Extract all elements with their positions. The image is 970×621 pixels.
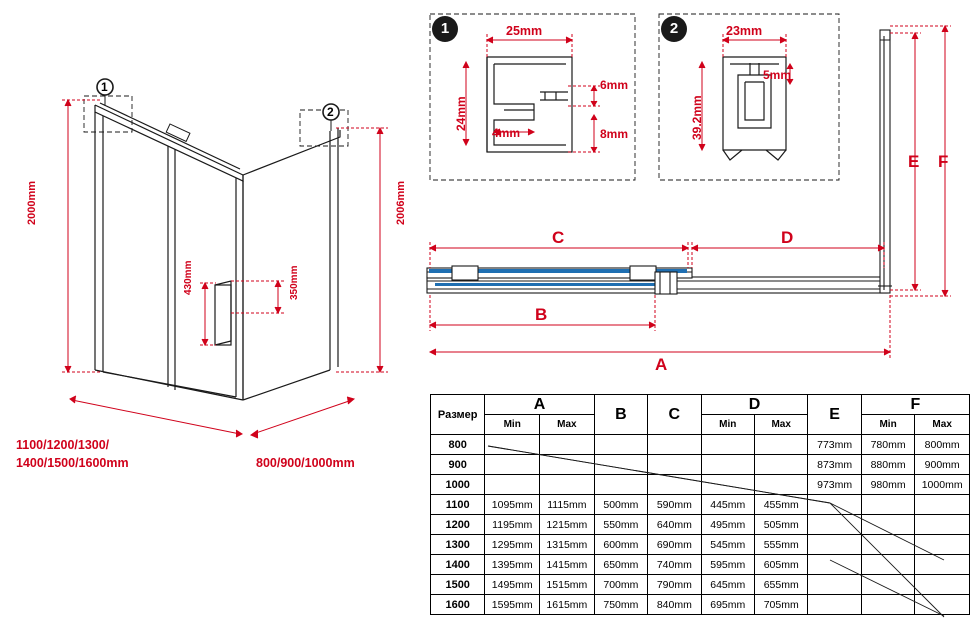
row-b: 600mm	[594, 535, 647, 555]
dim-handle-430: 430mm	[183, 260, 194, 295]
detail-2-badge: 2	[661, 16, 687, 42]
row-a-max: 1515mm	[540, 575, 595, 595]
detail-1-dim-top: 25mm	[506, 24, 543, 38]
row-e	[808, 535, 861, 555]
detail-2-dimensions	[699, 34, 793, 150]
table-sub-f-min: Min	[861, 415, 914, 435]
row-d-max	[754, 455, 807, 475]
row-d-max: 605mm	[754, 555, 807, 575]
row-d-min: 545mm	[701, 535, 754, 555]
table-row	[431, 555, 970, 575]
row-size: 800	[431, 435, 485, 455]
detail-1-dim-right-bottom: 8mm	[600, 127, 629, 141]
row-e	[808, 555, 861, 575]
row-a-min	[485, 475, 540, 495]
row-e: 973mm	[808, 475, 861, 495]
row-f-max: 900mm	[915, 455, 970, 475]
table-corner-header: Размер	[431, 395, 485, 435]
row-b: 500mm	[594, 495, 647, 515]
detail-2-frame	[659, 14, 839, 180]
detail-1-dim-right-top: 6mm	[600, 78, 629, 92]
enclosure-isometric	[95, 103, 340, 400]
row-f-min	[861, 595, 914, 615]
detail-1-dimensions	[463, 34, 600, 152]
plan-label-c: C	[552, 228, 565, 247]
row-d-min: 695mm	[701, 595, 754, 615]
dim-depth: 800/900/1000mm	[256, 456, 355, 470]
row-d-min: 495mm	[701, 515, 754, 535]
row-f-max	[915, 515, 970, 535]
table-group-e: E	[808, 395, 861, 435]
row-d-min	[701, 435, 754, 455]
row-c	[648, 455, 701, 475]
row-a-min	[485, 455, 540, 475]
table-sub-d-min: Min	[701, 415, 754, 435]
row-b: 650mm	[594, 555, 647, 575]
row-a-min: 1295mm	[485, 535, 540, 555]
row-size: 1500	[431, 575, 485, 595]
plan-label-b: B	[535, 305, 548, 324]
row-size: 1600	[431, 595, 485, 615]
table-row	[431, 455, 970, 475]
dimension-lines-main	[62, 100, 388, 438]
plan-label-a: A	[655, 355, 668, 374]
size-table	[430, 394, 970, 615]
table-group-d: D	[701, 395, 808, 415]
row-b	[594, 475, 647, 495]
row-a-max	[540, 455, 595, 475]
row-c	[648, 475, 701, 495]
row-e	[808, 495, 861, 515]
row-b	[594, 435, 647, 455]
dim-width-line2: 1400/1500/1600mm	[16, 456, 129, 470]
dim-height-left: 2000mm	[26, 180, 38, 225]
detail-2-dim-inner: 5mm	[763, 68, 792, 82]
row-f-min	[861, 575, 914, 595]
row-c	[648, 435, 701, 455]
plan-view	[427, 30, 892, 294]
row-c: 590mm	[648, 495, 701, 515]
row-c: 640mm	[648, 515, 701, 535]
plan-label-d: D	[781, 228, 794, 247]
row-d-min	[701, 455, 754, 475]
row-d-max	[754, 475, 807, 495]
table-group-f: F	[861, 395, 969, 415]
row-a-min: 1495mm	[485, 575, 540, 595]
row-d-max: 555mm	[754, 535, 807, 555]
row-e	[808, 595, 861, 615]
detail-2-dim-left: 39.2mm	[690, 95, 704, 140]
row-size: 900	[431, 455, 485, 475]
plan-dimensions	[430, 26, 951, 358]
row-f-min: 980mm	[861, 475, 914, 495]
row-d-max: 655mm	[754, 575, 807, 595]
row-c: 740mm	[648, 555, 701, 575]
row-d-min: 595mm	[701, 555, 754, 575]
table-sub-a-max: Max	[540, 415, 595, 435]
table-row	[431, 495, 970, 515]
row-a-min: 1395mm	[485, 555, 540, 575]
dim-width-line1: 1100/1200/1300/	[16, 438, 110, 452]
row-a-max: 1415mm	[540, 555, 595, 575]
table-row	[431, 575, 970, 595]
row-e: 873mm	[808, 455, 861, 475]
detail-2-dim-top: 23mm	[726, 24, 763, 38]
row-size: 1400	[431, 555, 485, 575]
table-row	[431, 475, 970, 495]
dim-handle-350: 350mm	[289, 265, 300, 300]
table-sub-d-max: Max	[754, 415, 807, 435]
dim-height-right: 2006mm	[395, 180, 407, 225]
row-size: 1100	[431, 495, 485, 515]
row-a-min: 1095mm	[485, 495, 540, 515]
row-f-max	[915, 595, 970, 615]
row-d-min: 445mm	[701, 495, 754, 515]
row-e: 773mm	[808, 435, 861, 455]
row-size: 1000	[431, 475, 485, 495]
row-a-max: 1315mm	[540, 535, 595, 555]
table-row	[431, 535, 970, 555]
row-f-min	[861, 495, 914, 515]
detail-1-dim-left: 24mm	[454, 96, 468, 131]
detail-1-dim-inner: 4mm	[492, 126, 521, 140]
row-d-max: 705mm	[754, 595, 807, 615]
table-row	[431, 595, 970, 615]
row-d-max: 505mm	[754, 515, 807, 535]
table-row	[431, 435, 970, 455]
row-b: 550mm	[594, 515, 647, 535]
row-c: 790mm	[648, 575, 701, 595]
row-f-max: 1000mm	[915, 475, 970, 495]
table-row	[431, 515, 970, 535]
row-f-min: 780mm	[861, 435, 914, 455]
row-f-min	[861, 535, 914, 555]
row-a-min: 1595mm	[485, 595, 540, 615]
table-group-a: A	[485, 395, 594, 415]
row-size: 1300	[431, 535, 485, 555]
row-a-max: 1215mm	[540, 515, 595, 535]
row-f-min	[861, 515, 914, 535]
callout-1-label: 1	[101, 80, 108, 94]
row-c: 690mm	[648, 535, 701, 555]
callout-2-label: 2	[327, 105, 334, 119]
row-d-max: 455mm	[754, 495, 807, 515]
row-d-min: 645mm	[701, 575, 754, 595]
row-a-min	[485, 435, 540, 455]
row-d-min	[701, 475, 754, 495]
row-f-max	[915, 575, 970, 595]
plan-label-e: E	[908, 152, 920, 171]
row-d-max	[754, 435, 807, 455]
table-sub-f-max: Max	[915, 415, 970, 435]
row-c: 840mm	[648, 595, 701, 615]
table-sub-a-min: Min	[485, 415, 540, 435]
row-b	[594, 455, 647, 475]
row-f-max	[915, 555, 970, 575]
row-f-max	[915, 495, 970, 515]
row-a-min: 1195mm	[485, 515, 540, 535]
row-a-max: 1615mm	[540, 595, 595, 615]
row-e	[808, 515, 861, 535]
row-a-max	[540, 475, 595, 495]
detail-1-badge: 1	[432, 16, 458, 42]
row-f-min: 880mm	[861, 455, 914, 475]
table-group-c: C	[648, 395, 701, 435]
row-b: 750mm	[594, 595, 647, 615]
callout-boxes	[84, 96, 348, 146]
row-f-max	[915, 535, 970, 555]
table-group-b: B	[594, 395, 647, 435]
plan-label-f: F	[938, 152, 949, 171]
row-f-min	[861, 555, 914, 575]
row-a-max	[540, 435, 595, 455]
row-e	[808, 575, 861, 595]
row-f-max: 800mm	[915, 435, 970, 455]
table-header-row-groups	[431, 395, 970, 415]
row-a-max: 1115mm	[540, 495, 595, 515]
row-size: 1200	[431, 515, 485, 535]
row-b: 700mm	[594, 575, 647, 595]
